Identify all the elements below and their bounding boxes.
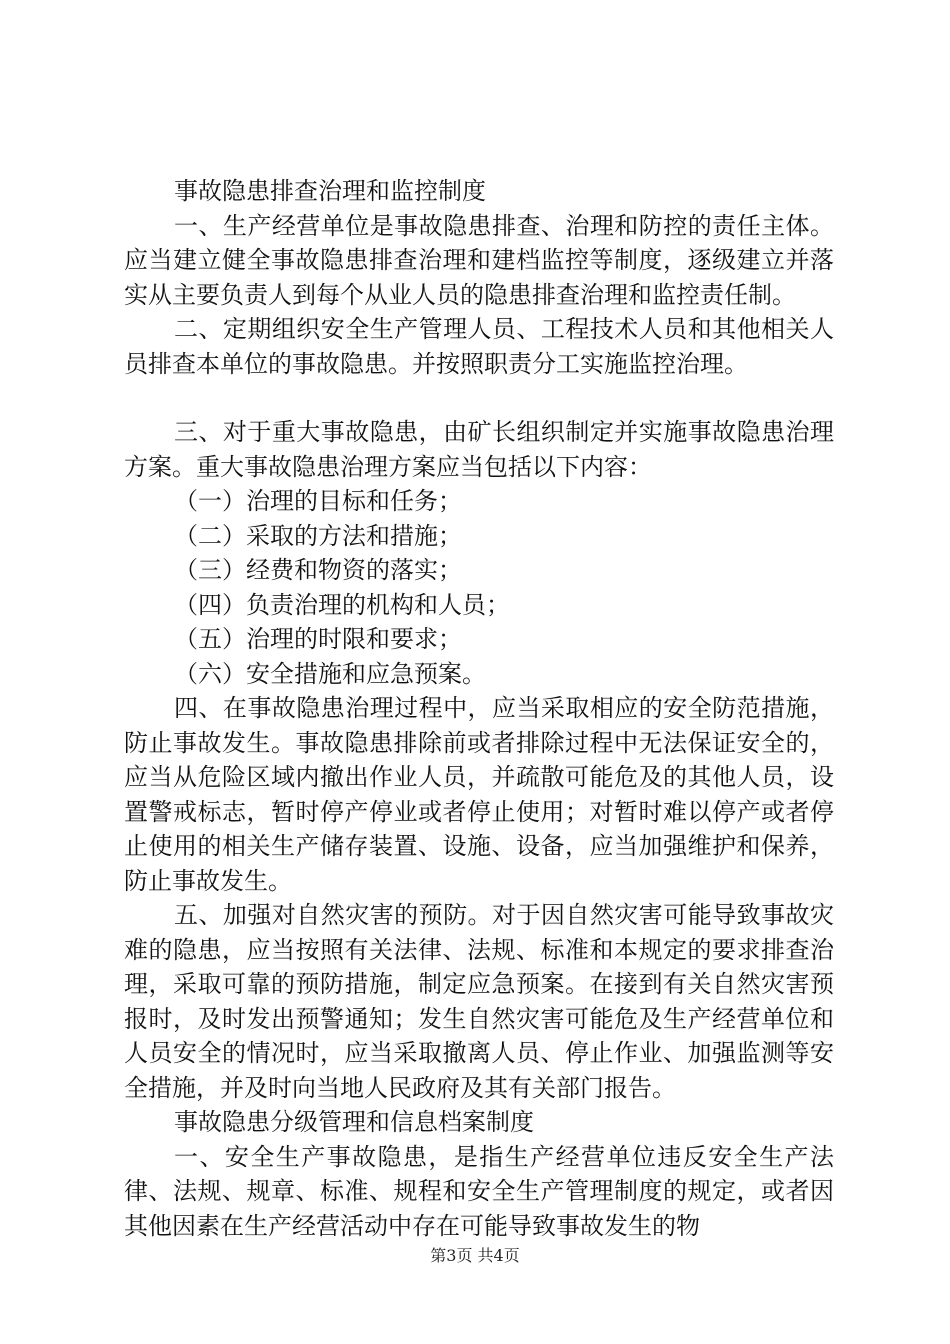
list-item: （四）负责治理的机构和人员；: [174, 590, 510, 619]
page-footer: [0, 1246, 950, 1266]
paragraph: 三、对于重大事故隐患，由矿长组织制定并实施事故隐患治理方案。重大事故隐患治理方案应当包括以下内容：: [124, 418, 834, 481]
document-body: [124, 174, 834, 1243]
page-number: 第3页 共4页: [430, 1246, 520, 1265]
paragraph: 二、定期组织安全生产管理人员、工程技术人员和其他相关人员排查本单位的事故隐患。并按照职责分工实施监控治理。: [124, 315, 834, 378]
list-item: （一）治理的目标和任务；: [174, 487, 462, 515]
section-heading: 事故隐患分级管理和信息档案制度: [174, 1108, 534, 1136]
list-item: （三）经费和物资的落实；: [174, 556, 462, 584]
section-heading: 事故隐患排查治理和监控制度: [174, 177, 486, 205]
paragraph: 四、在事故隐患治理过程中，应当采取相应的安全防范措施，防止事故发生。事故隐患排除前或者排除过程中无法保证安全的，应当从危险区域内撤出作业人员，并疏散可能危及的其他人员，设置警戒标志，暂时停产停业或者停止使用；对暂时难以停产或者停止使用的相关生产储存装置、设施、设备，应当加强维护和保养，防止事故发生。: [124, 694, 834, 895]
paragraph: 一、安全生产事故隐患，是指生产经营单位违反安全生产法律、法规、规章、标准、规程和安全生产管理制度的规定，或者因其他因素在生产经营活动中存在可能导致事故发生的物: [124, 1142, 834, 1240]
paragraph: 一、生产经营单位是事故隐患排查、治理和防控的责任主体。应当建立健全事故隐患排查治理和建档监控等制度，逐级建立并落实从主要负责人到每个从业人员的隐患排查治理和监控责任制。: [124, 211, 834, 309]
list-item: （五）治理的时限和要求；: [174, 625, 462, 653]
list-item: （二）采取的方法和措施；: [174, 521, 462, 550]
paragraph: 五、加强对自然灾害的预防。对于因自然灾害可能导致事故灾难的隐患，应当按照有关法律、法规、标准和本规定的要求排查治理，采取可靠的预防措施，制定应急预案。在接到有关自然灾害预报时，及时发出预警通知；发生自然灾害可能危及生产经营单位和人员安全的情况时，应当采取撤离人员、停止作业、加强监测等安全措施，并及时向当地人民政府及其有关部门报告。: [124, 901, 834, 1102]
list-item: （六）安全措施和应急预案。: [174, 659, 486, 688]
